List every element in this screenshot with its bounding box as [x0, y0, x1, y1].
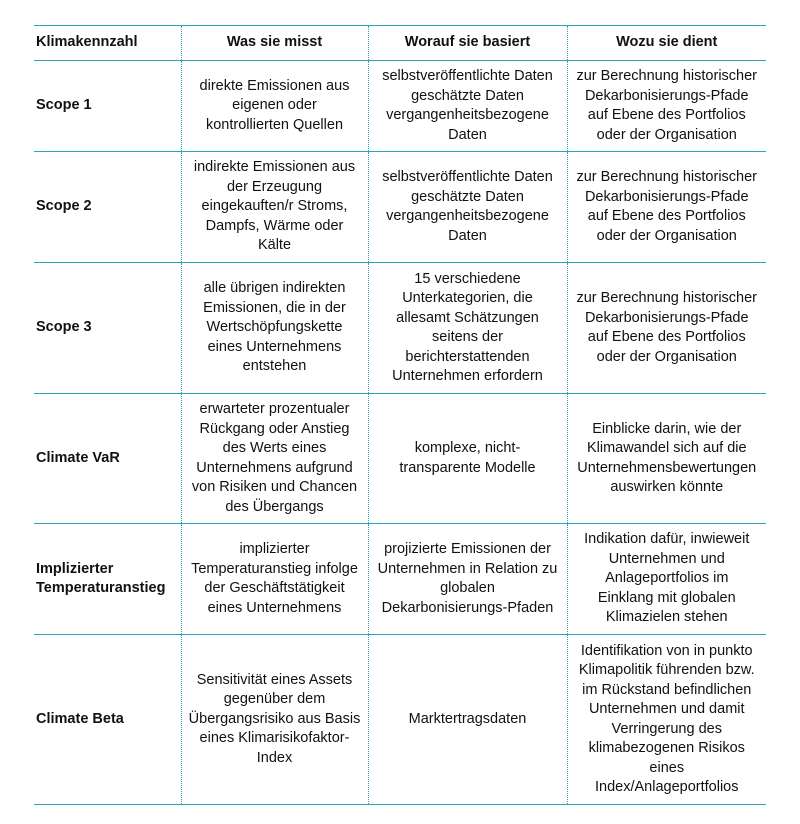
row-basis: komplexe, nicht- transparente Modelle	[368, 394, 567, 524]
row-basis: 15 verschiedene Unterkategorien, die allesamt Schätzungen seitens der berichterstattenden Unternehmen erfordern	[368, 263, 567, 394]
row-metric-name: Scope 2	[36, 198, 92, 215]
table-row	[34, 263, 766, 394]
row-purpose: zur Berechnung historischer Dekarbonisierungs-Pfade auf Ebene des Portfolios oder der Organisation	[567, 61, 766, 152]
header-purpose: Wozu sie dient	[567, 26, 766, 61]
row-metric-name: Implizierter Temperaturanstieg	[36, 560, 166, 596]
row-purpose: zur Berechnung historischer Dekarbonisierungs-Pfade auf Ebene des Portfolios oder der Organisation	[567, 152, 766, 263]
row-purpose: Indikation dafür, inwieweit Unternehmen und Anlageportfolios im Einklang mit globalen Klimazielen stehen	[567, 524, 766, 635]
table-header	[34, 26, 766, 61]
header-row	[34, 26, 766, 61]
header-measures: Was sie misst	[181, 26, 368, 61]
row-measures: direkte Emissionen aus eigenen oder kontrollierten Quellen	[181, 61, 368, 152]
row-metric-name: Scope 3	[36, 319, 92, 336]
row-metric-name: Scope 1	[36, 97, 92, 114]
row-basis: projizierte Emissionen der Unternehmen in Relation zu globalen Dekarbonisierungs-Pfaden	[368, 524, 567, 635]
table-body	[34, 61, 766, 805]
climate-metrics-table	[34, 25, 766, 805]
row-measures: erwarteter prozentualer Rückgang oder Anstieg des Werts eines Unternehmens aufgrund von Risiken und Chancen des Übergangs	[181, 394, 368, 524]
header-metric: Klimakennzahl	[36, 34, 138, 51]
row-purpose: Einblicke darin, wie der Klimawandel sich auf die Unternehmensbewertungen auswirken könnte	[567, 394, 766, 524]
table-row	[34, 61, 766, 152]
table-row	[34, 524, 766, 635]
header-basis: Worauf sie basiert	[368, 26, 567, 61]
row-measures: implizierter Temperaturanstieg infolge der Geschäftstätigkeit eines Unternehmens	[181, 524, 368, 635]
table-row	[34, 152, 766, 263]
row-basis: selbstveröffentlichte Daten geschätzte Daten vergangenheitsbezogene Daten	[368, 152, 567, 263]
table-row	[34, 635, 766, 805]
row-measures: indirekte Emissionen aus der Erzeugung eingekauften/r Stroms, Dampfs, Wärme oder Kälte	[181, 152, 368, 263]
row-metric-name: Climate Beta	[36, 710, 124, 727]
table-row	[34, 394, 766, 524]
row-basis: Marktertragsdaten	[368, 635, 567, 805]
row-measures: Sensitivität eines Assets gegenüber dem Übergangsrisiko aus Basis eines Klimarisikofaktor- Index	[181, 635, 368, 805]
row-basis: selbstveröffentlichte Daten geschätzte Daten vergangenheitsbezogene Daten	[368, 61, 567, 152]
row-purpose: Identifikation von in punkto Klimapolitik führenden bzw. im Rückstand befindlichen Unternehmen und damit Verringerung des klimabezogenen Risikos eines Index/Anlageportfolios	[567, 635, 766, 805]
row-measures: alle übrigen indirekten Emissionen, die in der Wertschöpfungskette eines Unternehmens entstehen	[181, 263, 368, 394]
row-purpose: zur Berechnung historischer Dekarbonisierungs-Pfade auf Ebene des Portfolios oder der Organisation	[567, 263, 766, 394]
row-metric-name: Climate VaR	[36, 449, 120, 466]
